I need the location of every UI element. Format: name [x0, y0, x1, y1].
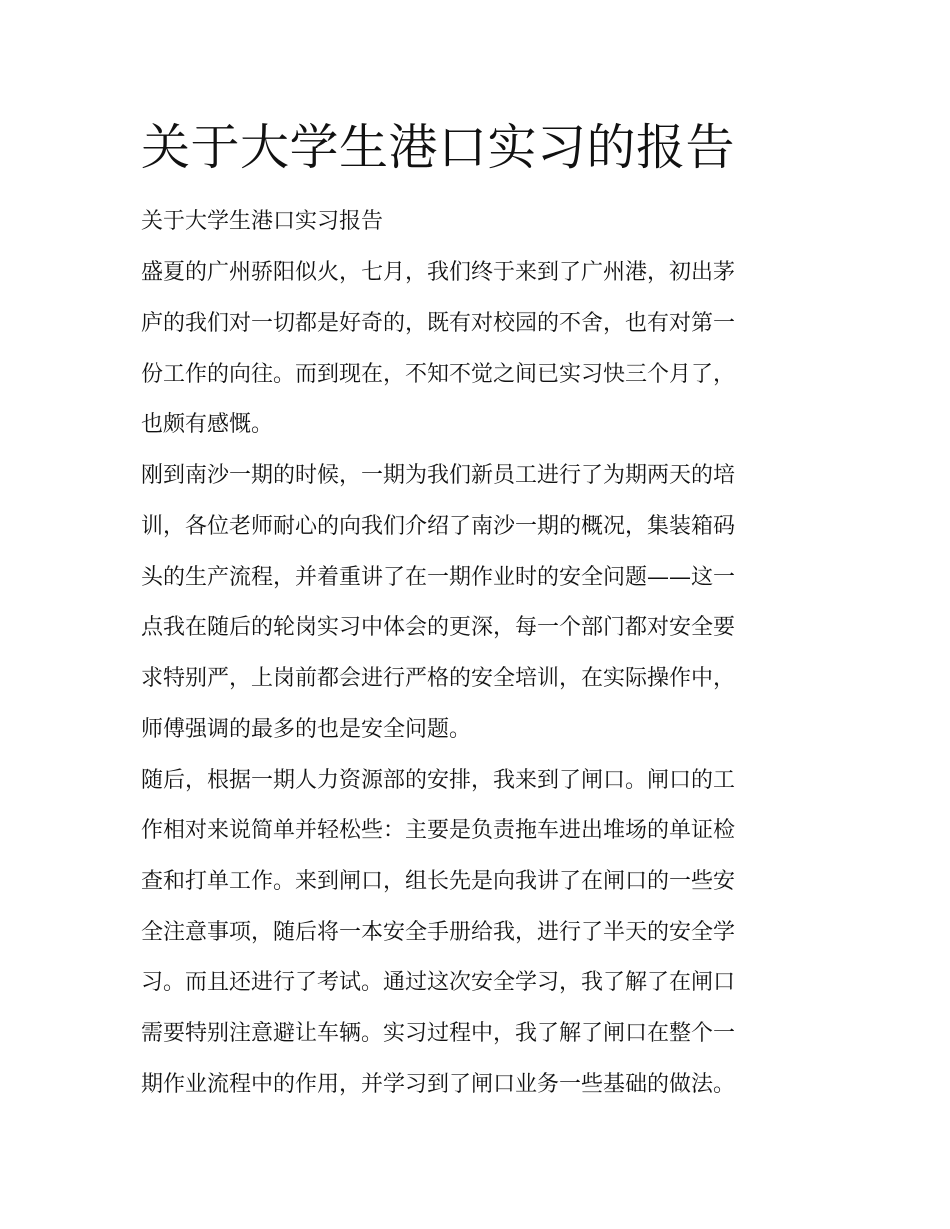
- document-subtitle: 关于大学生港口实习报告: [141, 209, 384, 234]
- paragraph-2-line-5: 求特别严，上岗前都会进行严格的安全培训，在实际操作中，: [141, 666, 736, 691]
- paragraph-3-line-2: 作相对来说简单并轻松些：主要是负责拖车进出堆场的单证检: [141, 818, 736, 843]
- paragraph-2-line-6: 师傅强调的最多的也是安全问题。: [141, 717, 472, 742]
- paragraph-3-line-5: 习。而且还进行了考试。通过这次安全学习，我了解了在闸口: [141, 970, 736, 995]
- paragraph-3-line-1: 随后，根据一期人力资源部的安排，我来到了闸口。闸口的工: [141, 768, 736, 793]
- paragraph-1-line-3: 份工作的向往。而到现在，不知不觉之间已实习快三个月了，: [141, 362, 736, 387]
- paragraph-1-line-4: 也颇有感慨。: [141, 412, 274, 437]
- paragraph-1-line-1: 盛夏的广州骄阳似火，七月，我们终于来到了广州港，初出茅: [141, 260, 736, 285]
- paragraph-3-line-6: 需要特别注意避让车辆。实习过程中，我了解了闸口在整个一: [141, 1021, 736, 1046]
- paragraph-1-line-2: 庐的我们对一切都是好奇的，既有对校园的不舍，也有对第一: [141, 311, 736, 336]
- paragraph-2-line-3: 头的生产流程，并着重讲了在一期作业时的安全问题——这一: [141, 565, 736, 590]
- paragraph-3-line-3: 查和打单工作。来到闸口，组长先是向我讲了在闸口的一些安: [141, 869, 736, 894]
- paragraph-3-line-7: 期作业流程中的作用，并学习到了闸口业务一些基础的做法。: [141, 1072, 736, 1097]
- document-title: 关于大学生港口实习的报告: [141, 119, 736, 176]
- paragraph-2-line-4: 点我在随后的轮岗实习中体会的更深，每一个部门都对安全要: [141, 615, 736, 640]
- paragraph-3-line-4: 全注意事项，随后将一本安全手册给我，进行了半天的安全学: [141, 920, 736, 945]
- paragraph-2-line-1: 刚到南沙一期的时候，一期为我们新员工进行了为期两天的培: [141, 463, 736, 488]
- paragraph-2-line-2: 训，各位老师耐心的向我们介绍了南沙一期的概况，集装箱码: [141, 514, 736, 539]
